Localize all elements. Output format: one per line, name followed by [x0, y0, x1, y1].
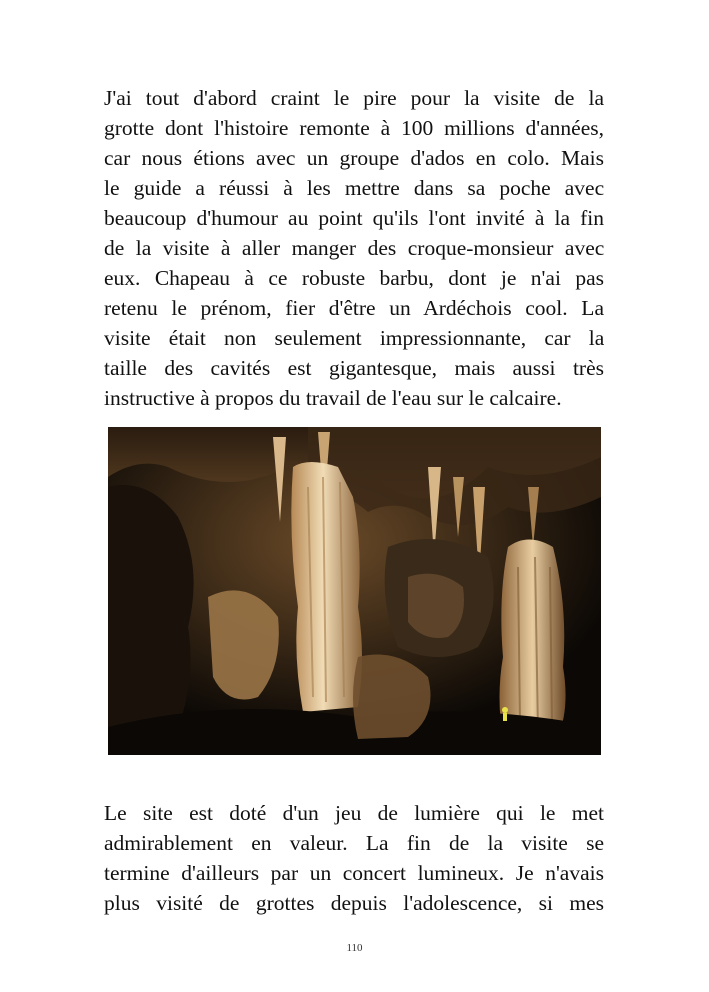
text-line: instructive à propos du travail de l'eau sur le calcaire. — [104, 386, 562, 410]
text-line: car nous étions avec un groupe d'ados en colo. Mais — [104, 146, 604, 170]
text-line: beaucoup d'humour au point qu'ils l'ont invité à la fin — [104, 206, 604, 230]
text-line: retenu le prénom, fier d'être un Ardéchois cool. La — [104, 296, 604, 320]
text-line: taille des cavités est gigantesque, mais aussi très — [104, 356, 604, 380]
paragraph-cave-visit — [104, 83, 604, 413]
text-line: J'ai tout d'abord craint le pire pour la visite de la — [104, 86, 604, 110]
text-line: de la visite à aller manger des croque-monsieur avec — [104, 236, 605, 260]
page-number: 110 — [346, 942, 363, 954]
text-line: grotte dont l'histoire remonte à 100 millions d'années, — [104, 116, 604, 140]
text-line: termine d'ailleurs par un concert lumineux. Je n'avais — [104, 861, 604, 885]
paragraph-light-show — [104, 798, 604, 918]
text-line: admirablement en valeur. La fin de la visite se — [104, 831, 605, 855]
text-line: le guide a réussi à les mettre dans sa poche avec — [104, 176, 605, 200]
text-line: eux. Chapeau à ce robuste barbu, dont je n'ai pas — [104, 266, 604, 290]
text-line: Le site est doté d'un jeu de lumière qui le met — [104, 801, 604, 825]
cave-stalactites-photo — [108, 427, 601, 755]
text-line: plus visité de grottes depuis l'adolescence, si mes — [104, 891, 605, 915]
text-line: visite était non seulement impressionnante, car la — [104, 326, 605, 350]
